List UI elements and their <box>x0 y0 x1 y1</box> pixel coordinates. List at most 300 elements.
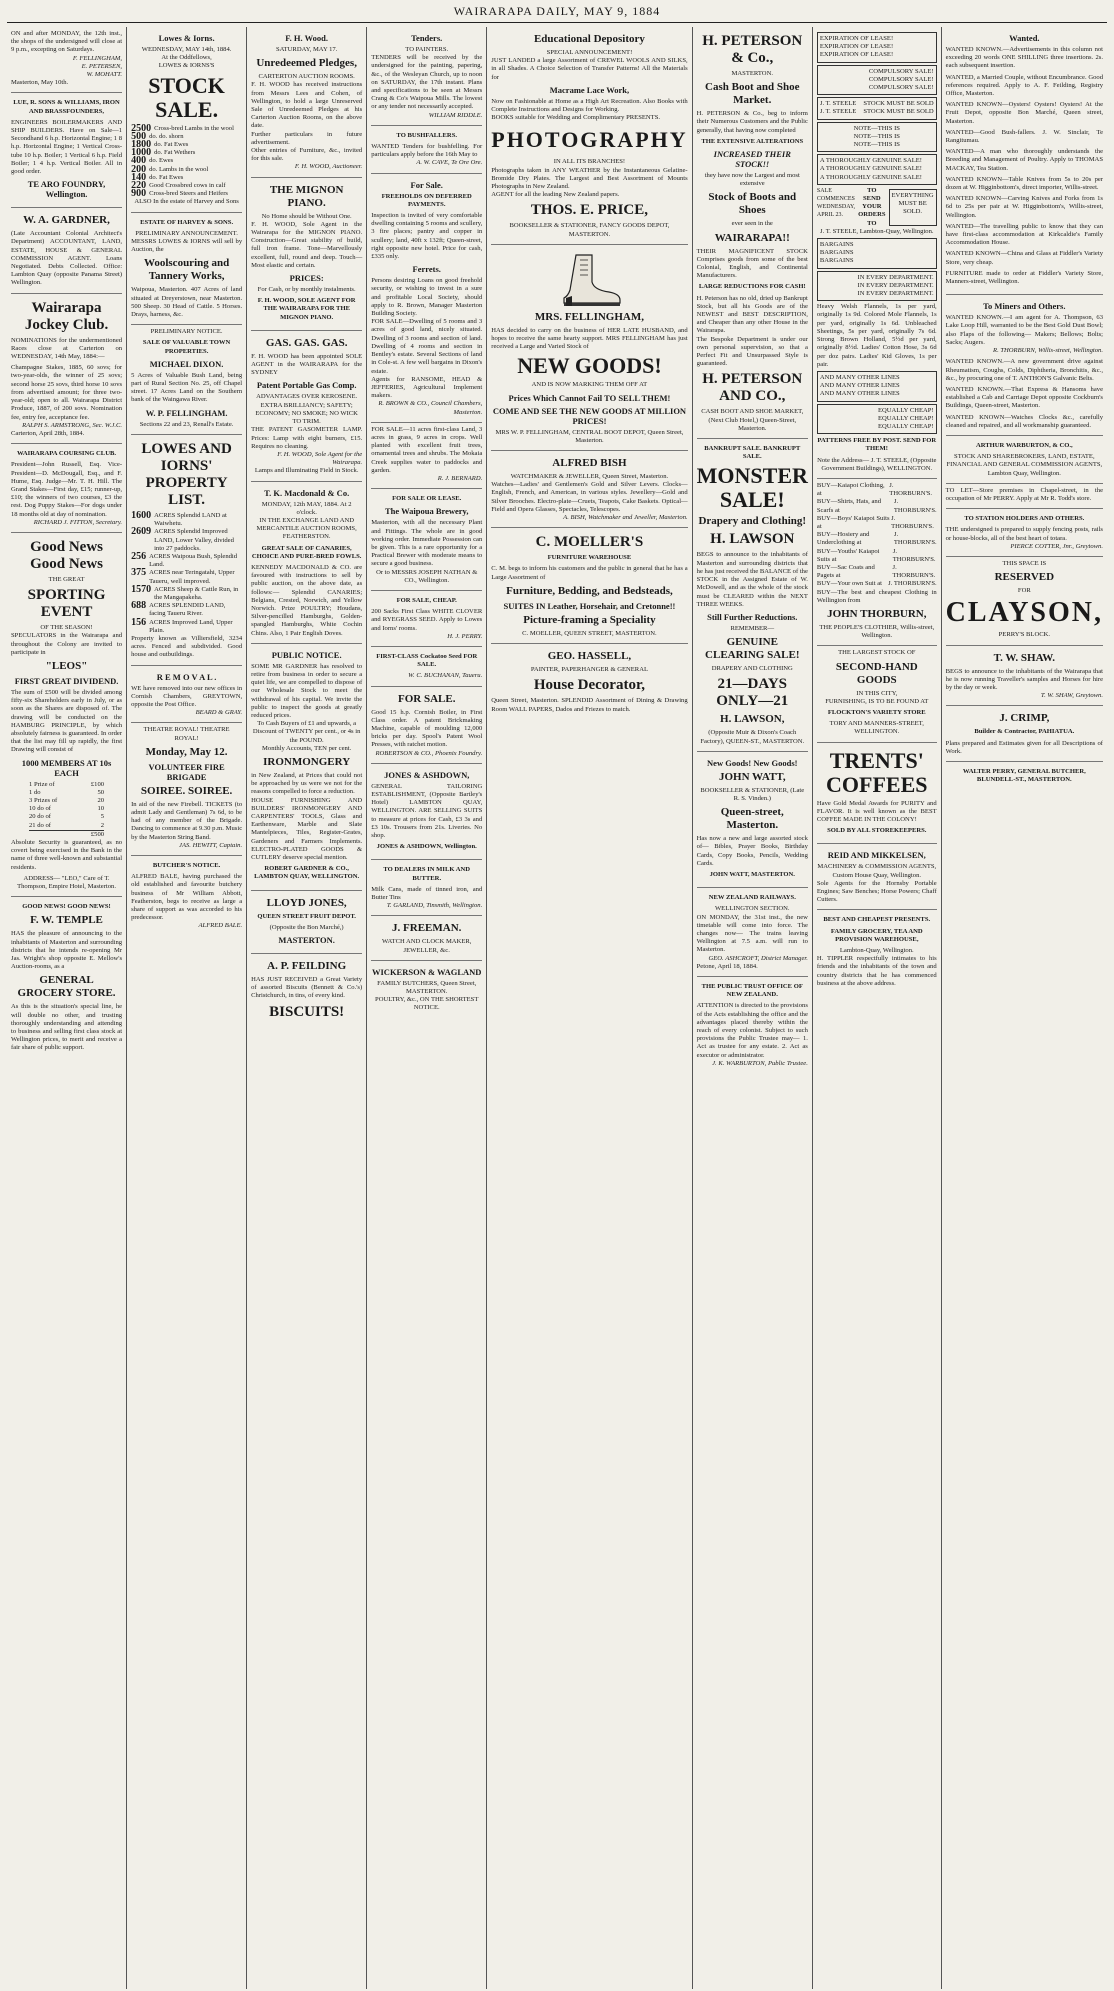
moeller-sig: C. MOELLER, QUEEN STREET, MASTERTON. <box>522 629 657 637</box>
milk-ad <box>371 860 482 916</box>
railways-ad <box>697 888 808 977</box>
hassell-body: Queen Street, Masterton. SPLENDID Assortment of Dining & Drawing Room WALL PAPERS, Dados and Friezes to match. <box>491 697 688 713</box>
monthly-terms: Monthly Accounts, TEN per cent. <box>262 744 352 752</box>
photo-body: Photographs taken in ANY WEATHER by the Instantaneous Gelatine-Bromide Dry Plates. The Largest and Best Assortment of Mounts Photographs in New Zealand. <box>491 166 688 191</box>
lawson-addr: (Opposite Muir & Dixon's Coach Factory), QUEEN-ST., MASTERTON. <box>700 729 805 745</box>
wanted-item: WANTED KNOWN—China and Glass at Fiddler's Variety Store, very cheap. <box>945 250 1103 266</box>
railways-heading: NEW ZEALAND RAILWAYS. <box>708 894 796 902</box>
lawson-body: BEGS to announce to the inhabitants of Masterton and surrounding districts that he has just received the BALANCE of the STOCK in the Assigned Estate of W. McDowell, and as the whole of the stock must be CLEARED within the NEXT THREE WEEKS. <box>696 551 808 608</box>
thorough-line: A THOROUGHLY GENUINE SALE! <box>819 157 922 165</box>
coursing-body: President—John Russell, Esq. Vice-President—D. McDougall, Esq., and F. Hume, Esq. Judge—Mr. T. H. Hill. The Grand Stakes—First day, £15; runner-up, £10; the winners of two courses, £3 the rest. Dog Puppy Stakes—For dogs under 18 months old at day of nomination. <box>11 461 123 518</box>
mignon-body: F. H. WOOD, Sole Agent in the Wairarapa for the MIGNON PIANO. Construction—Great stability of build, full iron frame. Tone—Marvellously excellent, full, round and deep. Touch—Most elastic and certain. <box>251 220 363 269</box>
canaries-heading: GREAT SALE OF CANARIES, CHOICE AND PURE-BRED FOWLS. <box>251 544 362 560</box>
drapery-heading: Drapery and Clothing! <box>698 515 807 528</box>
crimp-heading: J. CRIMP, <box>999 712 1050 725</box>
still-further: Still Further Reductions. <box>707 611 798 622</box>
wellington-section: WELLINGTON SECTION. <box>714 905 790 913</box>
days-only: 21—DAYS ONLY—21 <box>716 676 789 710</box>
prelim2: PRELIMINARY NOTICE. <box>150 328 223 336</box>
gas-ad <box>251 331 362 482</box>
hassell-heading: GEO. HASSELL, <box>547 650 632 663</box>
wanted-item: WANTED—A man who thoroughly understands the Breeding and Management of Poultry. Apply to THOMAS MACKAY, Tea Station. <box>945 148 1103 172</box>
boiler-body: Good 15 h.p. Cornish Boiler, in First Class order. A patent Brickmaking Machine, capable of moulding 12,000 bricks per day. Spool's Patent Wool Presses, with ratchet motion. <box>371 708 483 749</box>
prices-heading: PRICES: <box>289 273 324 284</box>
everything-sold: EVERYTHING MUST BE SOLD. <box>889 189 937 226</box>
notice-sig-3: W. MOHATT. <box>86 71 123 79</box>
prize-row: 21 do of 2 <box>29 821 105 829</box>
photo-agent: AGENT for all the leading New Zealand papers. <box>491 191 620 199</box>
soiree-ad <box>131 723 242 856</box>
milk-body: Milk Cans, made of tinned iron, and Butter Tins <box>371 885 483 902</box>
mikkelsen-heading: REID AND MIKKELSEN, <box>827 850 926 861</box>
hassell-sub: PAINTER, PAPERHANGER & GENERAL <box>530 666 648 674</box>
jockey-heading: Wairarapa Jockey Club. <box>24 299 109 333</box>
suites-heading: SUITES IN Leather, Horsehair, and Cretonne!! <box>503 600 676 611</box>
stock-sale-heading: STOCK SALE. <box>148 72 225 122</box>
prices-body: For Cash, or by monthly instalments. <box>257 286 356 294</box>
cheap-body: 200 Sacks First Class WHITE CLOVER and RYEGRASS SEED. Apply to Lowes and Iorns' rooms. <box>371 608 483 632</box>
fellingham-sig: MRS W. P. FELLINGHAM, CENTRAL BOOT DEPOT, Queen Street, Masterton. <box>495 428 684 444</box>
largest-stock: THE LARGEST STOCK OF <box>838 649 916 657</box>
gas-body: F. H. WOOD has been appointed SOLE AGENT in the WAIRARAPA for the SYDNEY <box>251 352 363 377</box>
wanted-item: WANTED—The travelling public to know that they can have first-class accommodation at Kirkcaldie's Family Accommodation House. <box>945 222 1103 247</box>
trents-heading: TRENTS' COFFEES <box>826 747 928 797</box>
public-notice-ad <box>251 644 362 891</box>
foundry-footer: TE ARO FOUNDRY, Wellington. <box>27 179 106 200</box>
wood-date: SATURDAY, MAY 17. <box>275 46 338 53</box>
notice-text: ON and after MONDAY, the 12th inst., the shops of the undersigned will close at 9 p.m., excepting on Saturdays. <box>11 30 123 54</box>
to-let-ad <box>946 484 1103 509</box>
house-furnishing: HOUSE FURNISHING AND BUILDERS' IRONMONGERY AND CARPENTERS' TOOLS, Glass and Earthenware, Marble and Slate Mantelpieces, Tiles, Register-Grates, Gardeners and Farmers Implements. ELECTRO-PLATED GOODS & CUTLERY deserve special mention. <box>251 796 363 862</box>
compulsory-line: COMPULSORY SALE! <box>868 75 934 83</box>
list-items: Heavy Welsh Flannels, 1s per yard, originally 1s 9d. Colored Mole Flannels, 1s per yard, originally 1s 6d. Unbleached Sheetings, 5s per yard, originally 7s 6d. Strong Brown Holland, 5½d per yard, originally 8½d. Ladies' Cotton Hose, 3s 6d per doz pairs. Ladies' Kid Gloves, 1s per pair. <box>816 303 937 368</box>
lambton: Lambton-Quay, Wellington. <box>839 947 914 955</box>
leos-name: "LEOS" <box>45 659 88 672</box>
wanted-item: WANTED KNOWN—Carving Knives and Forks from 1s 6d to 25s per pair at W. Higginbottom's, Willis-street, Wellington. <box>945 195 1103 219</box>
steele-ad <box>817 27 937 479</box>
best-cheapest: BEST AND CHEAPEST PRESENTS. <box>823 916 931 924</box>
reserved-heading: RESERVED <box>994 571 1055 584</box>
trents-ad <box>817 743 937 845</box>
bish-heading: ALFRED BISH <box>552 457 627 470</box>
bushfallers-ad <box>371 126 482 174</box>
masterton-label: MASTERTON. <box>278 935 335 946</box>
soiree-date: Monday, May 12. <box>145 745 228 758</box>
furniture-heading: Furniture, Bedding, and Bedsteads, <box>506 584 673 597</box>
note-line: NOTE—THIS IS <box>853 141 900 149</box>
wanted-item: WANTED, a Married Couple, without Encumbrance. Good references required. Apply to A. F. Feilding, Registry Office, Masterton. <box>945 73 1103 98</box>
ever-seen: ever seen in the <box>731 220 773 228</box>
jones-heading: JONES & ASHDOWN, <box>384 769 470 780</box>
fellingham-heading: W. P. FELLINGHAM. <box>145 407 228 418</box>
clayson-ad <box>946 557 1103 646</box>
opposite-bon: (Opposite the Bon Marché,) <box>269 923 344 931</box>
compulsory-line: COMPULSORY SALE! <box>868 67 934 75</box>
freeholds-heading: FREEHOLDS ON DEFERRED PAYMENTS. <box>381 192 472 208</box>
lawson-ad <box>697 439 808 752</box>
patterns: PATTERNS FREE BY POST. SEND FOR THEM! <box>817 437 937 453</box>
brewery-ad <box>371 489 482 591</box>
brown-for-sale <box>371 174 482 423</box>
lloyd-heading: LLOYD JONES, <box>266 896 347 909</box>
fire-brigade: VOLUNTEER FIRE BRIGADE <box>148 761 225 782</box>
feilding-heading: A. P. FEILDING <box>267 960 347 973</box>
thorburn-row: BUY—Hosiery and Underclothing at J. THORBURN'S. <box>816 531 937 547</box>
prelim-heading: PRELIMINARY ANNOUNCEMENT. <box>135 229 238 237</box>
compulsory-box <box>817 65 937 96</box>
gardner-ad <box>11 208 122 293</box>
wood-heading: F. H. Wood. <box>285 33 329 43</box>
lot-row: 1000 do. Fat Wethers <box>131 147 196 159</box>
removal-notice <box>131 666 242 724</box>
lot-row: 900 Cross-bred Steers and Heifers <box>131 188 228 200</box>
peterson-body: H. PETERSON & Co., beg to inform their Numerous Customers and the Public generally, that having now completed <box>696 110 808 134</box>
fencing-sig: PIERCE COTTER, Jnr., Greytown. <box>1010 542 1103 550</box>
edu-heading: Educational Depository <box>533 33 645 45</box>
ransome: Agents for RANSOME, HEAD & JEFFERIES, Agricultural Implement makers. <box>371 375 483 400</box>
property-row: 1600 ACRES Splendid LAND at Waiwhetu. <box>131 509 227 528</box>
temple-body: HAS the pleasure of announcing to the inhabitants of Masterton and surrounding districts that he intends re-opening Mr Jas. Wright's shop opposite E. Mellow's Auction-rooms, as a <box>11 930 123 971</box>
lawson-sig: H. LAWSON, <box>720 713 785 726</box>
wickerson-body: FAMILY BUTCHERS, Queen Street, MASTERTON. <box>377 979 477 996</box>
perry-ad <box>946 762 1103 792</box>
bargains-line: BARGAINS <box>819 257 854 265</box>
gas-heading: GAS. GAS. GAS. <box>265 336 348 349</box>
lawson-heading: H. LAWSON <box>710 531 795 548</box>
shaw-body: BEGS to announce to the inhabitants of the Wairarapa that he is now running Traveller's samples and Horses for hire by the day or week. <box>945 667 1103 691</box>
cheap-line: EQUALLY CHEAP! <box>877 414 934 422</box>
bish-body: Watches—Ladies' and Gentlemen's Gold and Silver Levers. Clocks—English, French, and American, in various styles. Jewellery—Gold and Silver Brooches. Electro-plate—Cruets, Teapots, Cake Baskets. Optical—Field and Opera Glasses, Spectacles, Telescopes. <box>491 481 688 513</box>
column-1 <box>7 27 127 1989</box>
warburton-body: STOCK AND SHAREBROKERS, LAND, ESTATE, FINANCIAL AND GENERAL COMMISSION AGENTS, Lambton Quay, Wellington. <box>946 453 1103 477</box>
dividend-heading: FIRST GREAT DIVIDEND. <box>14 675 119 686</box>
price-sub: BOOKSELLER & STATIONER, FANCY GOODS DEPOT, MASTERTON. <box>509 222 670 238</box>
gas-advantages: ADVANTAGES OVER KEROSENE. EXTRA BRILLIANCY; SAFETY; ECONOMY; NO SMOKE; NO WICK TO TRIM. <box>255 393 358 426</box>
large-reductions: LARGE REDUCTIONS FOR CASH! <box>698 283 806 291</box>
tenders-section <box>371 27 482 126</box>
soiree-body: In aid of the new Firebell. TICKETS (to admit Lady and Gentleman) 7s 6d, to be had of any member of the Brigade. Dancing to commence at 9.30 p.m. Music by the Masterton String Band. <box>131 800 243 841</box>
masthead-title: WAIRARAPA DAILY, MAY 9, 1884 <box>453 3 661 18</box>
bushfallers-body: WANTED Tenders for bushfelling. For particulars apply before the 16th May to <box>371 143 483 159</box>
jockey-races: Champagne Stakes, 1885, 60 sovs; for two-year-olds, the winner of 25 sovs; second horse 25 sovs, third horse 10 sovs from advertised amount; for three two-year-old; open to all. Wairarapa District Produce, 1887, of 200 sovs. Nomination fee, entry fee, acceptance fee. <box>11 364 123 421</box>
send-row <box>817 187 937 228</box>
macdonald-where: IN THE EXCHANGE LAND AND MERCANTILE AUCTION ROOMS, FEATHERSTON. <box>256 516 357 541</box>
flockton-store: FLOCKTON'S VARIETY STORE <box>827 709 926 716</box>
public-notice-heading: PUBLIC NOTICE. <box>271 649 342 660</box>
goodnews2: GOOD NEWS! GOOD NEWS! <box>22 903 111 911</box>
newgoods-body: AND IS NOW MARKING THEM OFF AT <box>531 381 648 389</box>
butchers-notice <box>131 856 242 936</box>
shaw-ad <box>946 646 1103 707</box>
wanted-item: FURNITURE made to order at Fiddler's Variety Store, Manners-street, Wellington. <box>945 269 1103 286</box>
steele-box <box>817 97 937 119</box>
send-orders: TO SEND YOUR ORDERS TO <box>858 186 886 227</box>
brewery-body: Masterton, with all the necessary Plant and Fittings. The whole are in good working order. Immediate Possession can be given. This is a rare opportunity for a Practical Brewer with moderate means to secure a good business. <box>371 519 483 568</box>
sporting-heading: SPORTING EVENT <box>27 587 106 621</box>
watt-heading: JOHN WATT, <box>718 770 786 783</box>
increased: INCREASED THEIR STOCK!! <box>713 149 791 170</box>
season-label: OF THE SEASON! <box>40 624 93 632</box>
removal-sig: BEARD & GRAY. <box>195 709 243 717</box>
many-other-line: AND MANY OTHER LINES <box>819 390 900 398</box>
come-see: COME AND SEE THE NEW GOODS AT MILLION PRICES! <box>492 405 687 426</box>
jones-body: GENERAL TAILORING ESTABLISHMENT, (Opposite Bartley's Hotel) LAMBTON QUAY, WELLINGTON. ARE SELLING SUITS to measure at prices for Cash, £3 3s and £3 10s. Trousers from 21s. Liveries. No shop. <box>371 782 483 840</box>
thorburn-heading: JOHN THORBURN, <box>827 607 927 620</box>
peterson-body-3: THEIR MAGNIFICENT STOCK Comprises goods from some of the best Colonial, English, and Continental Manufacturers. <box>696 247 808 280</box>
storekeepers: SOLD BY ALL STOREKEEPERS. <box>827 827 927 835</box>
mikkelsen-body: Sole Agents for the Hornsby Portable Engines; Saw Benches; Horse Powers; Chaff Cutters. <box>816 879 937 904</box>
property-row: 688 ACRES SPLENDID LAND, facing Taueru River. <box>131 600 226 618</box>
prize-row: 1 Prize of £100 <box>29 780 105 788</box>
mikkelsen-sub: MACHINERY & COMMISSION AGENTS, Custom House Quay, Wellington. <box>817 863 937 879</box>
butchers-sig: ALFRED BALE. <box>198 922 243 930</box>
wood-body-1: F. H. WOOD has received instructions from Messrs Lees and Cohen, of Wellington, to hold a large Unreserved Sale of Unredeemed Pledges at his Carterton Auction Rooms, on the above date. <box>251 81 363 130</box>
leos-address: ADDRESS— "LEO," Care of T. Thompson, Empire Hotel, Masterton. <box>17 874 116 891</box>
jockey-date: Carterton, April 28th, 1884. <box>11 429 85 437</box>
coursing-heading: WAIRARAPA COURSING CLUB. <box>17 450 117 458</box>
macdonald-ad <box>251 482 362 644</box>
miners-body: WANTED KNOWN.—I am agent for A. Thompson, 63 Lake Loop Hill, warranted to be the Best Gold Dust Bowl; also Flaps of the following— Makers; Bellows; Bolts; Sacks; Augers. <box>945 314 1103 346</box>
wanted-item: WANTED—Good Bush-fallers. J. W. Sinclair, Te Rangitumau. <box>945 128 1103 145</box>
miners-heading: To Miners and Others. <box>983 301 1066 312</box>
crimp-ad <box>946 706 1103 762</box>
steele-row: J. T. STEELE STOCK MUST BE SOLD <box>819 108 934 116</box>
public-trust-ad <box>697 977 808 1073</box>
jockey-club-ad <box>11 294 122 444</box>
railways-sig: GEO. ASHCROFT, District Manager. <box>708 954 808 962</box>
note-line: NOTE—THIS IS <box>853 132 900 140</box>
fencing-body: THE undersigned is prepared to supply fencing posts, rails or house-blocks, all of the best heart of totara. <box>945 526 1103 542</box>
prelim-body: MESSRS LOWES & IORNS will sell by Auction, the <box>131 238 243 254</box>
unredeemed-heading: Unredeemed Pledges, <box>256 57 357 70</box>
property-foot: Property known as Villiersfield, 3234 acres. Fenced and subdivided. Good house and outbuildings. <box>131 634 243 659</box>
expiration-line: EXPIRATION OF LEASE! <box>819 51 894 59</box>
prize-row: 20 do of 5 <box>29 813 105 821</box>
biscuits-heading: BISCUITS! <box>269 1003 345 1020</box>
thorburn-sub: THE PEOPLE'S CLOTHIER, Willis-street, Wellington. <box>819 623 935 640</box>
gardner-sig: ROBERT GARDNER & CO., LAMBTON QUAY, WELLINGTON. <box>254 865 360 881</box>
column-5 <box>487 27 692 1989</box>
town-properties <box>131 325 242 435</box>
harvey-heading: ESTATE OF HARVEY & SONS. <box>140 218 234 226</box>
masthead <box>7 0 1107 23</box>
property-row: 156 ACRES Improved Land, Upper Plain. <box>131 616 233 634</box>
canaries-body: KENNEDY MACDONALD & CO. are favoured with instructions to sell by public auction, on the above date, as follows:— Splendid CANARIES; Belgians, Crested, Norwich, and Yellow Norwich. Prize POULTRY; Houdans, Silver-pencilled Hamburghs, Golden-spangled Hamburghs, White Cochin Chins. Also, 1 Pair English Doves. <box>251 563 363 637</box>
mignon-heading: THE MIGNON PIANO. <box>269 183 344 209</box>
every-dept-line: IN EVERY DEPARTMENT. <box>857 273 934 281</box>
lowes-stock-sale <box>131 27 242 213</box>
educational-depository <box>491 27 687 245</box>
thorough-line: A THOROUGHLY GENUINE SALE! <box>819 165 922 173</box>
moeller-body: C. M. begs to inform his customers and the public in general that he has a Large Assortment of <box>491 565 688 581</box>
trust-body: ATTENTION is directed to the provisions of the Acts establishing the office and the advantages placed thereby within the reach of every colonist. Subject to such provisions the Public Trustee may— 1. Act as trustee for any estate. 2. Act as executor or administrator. <box>696 1002 808 1059</box>
gas-foot: Lamps and Illuminating Field in Stock. <box>254 467 359 475</box>
notice-sig-2: E. PETERSEN, <box>81 62 123 70</box>
edu-body-2: Now on Fashionable at Home as a High Art Recreation. Also Books with Complete Instructions and Designs for Working. <box>491 97 688 114</box>
ransome-sig: R. BROWN & CO., Council Chambers, Masterton. <box>378 400 483 416</box>
miners-sig: R. THORBURN, Willis-street, Wellington. <box>993 347 1103 355</box>
property-list <box>131 435 242 666</box>
every-dept-box <box>817 271 937 302</box>
peterson-body-2: they have now the Largest and most extensive <box>704 172 800 188</box>
alterations: THE EXTENSIVE ALTERATIONS <box>701 137 804 145</box>
note-box <box>817 122 937 153</box>
wood-body-3: Other entries of Furniture, &c., invited for this sale. <box>251 147 363 163</box>
cockatoo-heading: FIRST-CLASS Cockatoo Seed FOR SALE. <box>376 652 478 669</box>
every-dept-line: IN EVERY DEPARTMENT. <box>857 290 934 298</box>
wanted-more: WANTED KNOWN—Watches Clocks &c., carefully cleaned and repaired, and all workmanship guaranteed. <box>945 413 1103 429</box>
prize-row: 3 Prizes of 20 <box>29 796 105 804</box>
mignon-ad <box>251 178 362 331</box>
note-addr: Note the Address— J. T. STEELE, (Opposite Government Buildings), WELLINGTON. <box>817 456 937 472</box>
woolscour-heading: Woolscouring and Tannery Works, <box>143 257 230 283</box>
many-other-line: AND MANY OTHER LINES <box>819 382 900 390</box>
thorburn-row: BUY—Sac Coats and Pagets at J. THORBURN'S. <box>816 563 936 580</box>
column-2 <box>127 27 247 1989</box>
wanted-more: WANTED KNOWN.—A new government drive against Rheumatism, Coughs, Colds, Diphtheria, Bronchitis, &c., &c., by procuring one of T. ANTHON'S Galvanic Belts. <box>945 358 1103 382</box>
clayson-sub: PERRY'S BLOCK. <box>998 631 1051 639</box>
bernard-land <box>371 423 482 489</box>
perry-heading: WALTER PERRY, GENERAL BUTCHER, BLUNDELL-ST., MASTERTON. <box>962 767 1086 784</box>
bernard-body: FOR SALE—11 acres first-class Land, 3 acres in grass, 9 acres in crops. Well planted with excellent fruit trees, ornamental trees and shrubs. The Mokaia Creek supplies water to paddocks and garden. <box>371 425 483 474</box>
wickerson-ad <box>371 961 482 1018</box>
column-4 <box>367 27 487 1989</box>
columns <box>7 27 1107 1989</box>
watt-body: Has now a new and large assorted stock of— Bibles, Prayer Books, Birthday Cards, Copy Books, Pencils, Wedding Cards. <box>696 835 808 867</box>
bushfallers-sig: A. W. CAVE, Te Ore Ore. <box>416 159 483 167</box>
foundry-ad <box>11 93 122 208</box>
lot-row: 400 do. Ewes <box>131 155 174 167</box>
freeman-ad <box>371 916 482 960</box>
gas-body-2: THE PATENT GASOMETER LAMP. Prices: Lamp with eight burners, £15. Requires no cleaning. <box>251 426 363 450</box>
lowes-date: WEDNESDAY, MAY 14th, 1884. <box>141 46 232 53</box>
cheap-box <box>817 404 937 435</box>
removal-heading: R E M O V A L . <box>156 671 217 682</box>
expiration-box <box>817 32 937 63</box>
flockton-ad <box>817 646 937 742</box>
freeholds-body: Inspection is invited of very comfortable dwelling containing 5 rooms and scullery, 3 fire places; pantry and copper in scullery; land, 40ft x 132ft; Queen-street, right opposite new hotel. Price for cash, £335 only. <box>371 212 483 261</box>
patent-gas: Patent Portable Gas Comp. <box>256 380 357 391</box>
family-grocery: FAMILY GROCERY, TEA AND PROVISION WAREHOUSE, <box>830 927 923 943</box>
fellingham-ad <box>491 245 687 451</box>
gardner-heading: W. A. GARDNER, <box>23 214 110 227</box>
forsale-list: FOR SALE—Dwelling of 5 rooms and 3 acres of good land, nicely situated. Dwelling of 3 rooms and section of land. Dwelling of 4 rooms and section in Bentley's estate. Several Sections of land in Cole-st. A few well bargains in Dixon's estate. <box>371 318 483 375</box>
drapery-2: DRAPERY AND CLOTHING <box>711 665 793 673</box>
prize-row: 1 do 50 <box>29 788 105 796</box>
miners-ad <box>946 295 1103 436</box>
great-label: THE GREAT <box>48 575 85 583</box>
public-terms: To Cash Buyers of £1 and upwards, a Discount of TWENTY per cent., or 4s in the POUND. <box>252 720 361 744</box>
dividend-body: The sum of £500 will be divided among fifty-six Shareholders early in July, or as soon as the Shares are disposed of. The drawing will be conducted on the HAMBURG PRINCIPLE, by which absolutely fairness is guaranteed. In order that the list may fill up rapidly, the first Drawing will consist of <box>11 688 123 754</box>
sporting-body: SPECULATORS in the Wairarapa and throughout the Colony are invited to participate in <box>11 632 123 656</box>
lowes-at: At the Oddfellows, <box>161 54 212 62</box>
temple-ad <box>11 897 122 1057</box>
railways-body: ON MONDAY, the 31st inst., the new timetable will come into force. The changes now— The trains leaving Wellington at 7.5 a.m. will run to Masterton. <box>696 913 808 954</box>
poultry-notice: POULTRY, &c., ON THE SHORTEST NOTICE. <box>375 996 479 1012</box>
expiration-line: EXPIRATION OF LEASE! <box>819 35 894 42</box>
foundry-heading: LUE, R. SONS & WILLIAMS, IRON AND BRASSFOUNDERS, <box>13 99 120 115</box>
macrame-heading: Macrame Lace Work, <box>549 84 630 95</box>
milk-heading: TO DEALERS IN MILK AND BUTTER. <box>383 866 471 882</box>
bish-ad <box>491 451 687 528</box>
prize-table <box>11 781 122 839</box>
freeman-sub: WATCH AND CLOCK MAKER, JEWELLER, &c. <box>382 938 472 954</box>
cheap-line: EQUALLY CHEAP! <box>877 422 934 430</box>
wood-sig: F. H. WOOD, Auctioneer. <box>294 163 363 171</box>
coursing-sig: RICHARD J. FITTON, Secretary. <box>33 518 123 526</box>
woolscour-body: Waipoua, Masterton. 407 Acres of land situated at Dreyerstown, near Masterton. 500 Sheep. 30 Head of Cattle. 5 Horses. Drays, harness, &c. <box>131 286 243 319</box>
seed-ad <box>371 591 482 647</box>
thorburn-row: BUY—Shirts, Hats, and Scarfs at J. THORBURN'S. <box>816 498 937 514</box>
watt-sig: JOHN WATT, MASTERTON. <box>709 870 795 878</box>
thorburn-best: BUY—The best and cheapest Clothing in Wellington from <box>816 588 937 604</box>
moeller-heading: C. MOELLER'S <box>535 534 644 551</box>
to-let: TO LET—Store premises in Chapel-street, in the occupation of Mr PERRY. Apply at Mr R. Todd's store. <box>945 486 1103 502</box>
column-8 <box>942 27 1107 1989</box>
property-list-heading: LOWES AND IORNS' PROPERTY LIST. <box>141 440 232 508</box>
freeman-heading: J. FREEMAN. <box>392 922 462 935</box>
painters-heading: TO PAINTERS. <box>405 46 449 53</box>
watt-sub: BOOKSELLER & STATIONER, (Late R. S. Vinden.) <box>700 786 805 802</box>
moeller-ad <box>491 528 687 644</box>
lot-row: 220 Good Crossbred cows in calf <box>131 180 226 192</box>
ferrets-body: Persons desiring Loans on good freehold security, or wishing to invest in a sure and profitable Local Society, should apply to R. Brown, Manager Masterton Building Society. <box>371 277 483 318</box>
property-row: 256 ACRES Waipoua Bush, Splendid Land. <box>131 550 238 569</box>
expiration-line: EXPIRATION OF LEASE! <box>819 43 894 51</box>
bargains-box <box>817 238 937 269</box>
jones-ashdown-ad <box>371 764 482 861</box>
tippler-body: H. TIPPLER respectfully intimates to his friends and the inhabitants of the town and country districts that he has commenced business at the above address. <box>816 955 937 987</box>
peterson-sig: H. PETERSON AND CO., <box>702 371 803 405</box>
column-3 <box>247 27 367 1989</box>
edu-sub: SPECIAL ANNOUNCEMENT! <box>546 49 633 56</box>
note-line: NOTE—THIS IS <box>853 124 900 132</box>
butchers-heading: BUTCHER'S NOTICE. <box>152 861 221 869</box>
remember: REMEMBER— <box>730 624 775 632</box>
carterton-label: CARTERTON AUCTION ROOMS. <box>258 73 355 81</box>
for-label: FOR <box>1017 587 1031 595</box>
boiler-heading: FOR SALE. <box>397 692 456 705</box>
sole-agent: F. H. WOOD, SOLE AGENT FOR THE WAIRARAPA FOR THE MIGNON PIANO. <box>257 297 356 321</box>
warburton-heading: ARTHUR WARBURTON, & CO., <box>975 441 1073 449</box>
painters-body: TENDERS will be received by the undersigned for the painting, papering, &c., of the Wesleyan Church, up to noon on SATURDAY, the 17th instant. Plans and specifications to be seen at Messrs Crang & Co's Waipoua Mills. The lowest or any tender not necessarily accepted. <box>371 54 483 111</box>
wanted-section <box>946 27 1103 295</box>
wanted-item: WANTED KNOWN.—Advertisements in this column not exceeding 20 words ONE SHILLING three insertions. 2s. each subsequent insertion. <box>945 46 1103 70</box>
watt-ad <box>697 752 808 888</box>
wanted-item: WANTED KNOWN—Table Knives from 5s to 20s per dozen at W. Higginbottom's, direct importer, Willis-street. <box>945 175 1103 192</box>
painters-sig: WILLIAM RIDDLE. <box>428 111 483 119</box>
members-line: 1000 MEMBERS AT 10s EACH <box>21 757 112 778</box>
coursing-club-ad <box>11 444 122 533</box>
cheap-line: EQUALLY CHEAP! <box>877 406 934 414</box>
jockey-sig: RALPH S. ARMSTRONG, Sec. W.J.C. <box>22 421 123 429</box>
milk-sig: T. GARLAND, Tinsmith, Wellington. <box>386 902 483 910</box>
queen-fruit: QUEEN STREET FRUIT DEPOT. <box>257 912 356 920</box>
property-row: 2609 ACRES Splendid Improved LAND, Lower Valley, divided into 27 paddocks. <box>131 526 234 552</box>
furnishing: FURNISHING, IS TO BE FOUND AT <box>825 697 929 705</box>
newgoods-heading: NEW GOODS! <box>517 353 662 379</box>
lot-row: 1800 do. Fat Ewes <box>131 139 189 151</box>
column-7 <box>813 27 942 1989</box>
notice-date: Masterton, May 10th. <box>11 79 69 87</box>
many-other-line: AND MANY OTHER LINES <box>819 373 900 381</box>
leos-ad <box>11 533 122 897</box>
many-other-box <box>817 371 937 402</box>
mignon-sub: No Home should be Without One. <box>261 212 352 220</box>
soiree-sig: JAS. HEWITT, Captain. <box>179 841 243 849</box>
goodnews-heading: Good News Good News <box>30 538 103 572</box>
moeller-sub: FURNITURE WAREHOUSE <box>547 554 632 562</box>
